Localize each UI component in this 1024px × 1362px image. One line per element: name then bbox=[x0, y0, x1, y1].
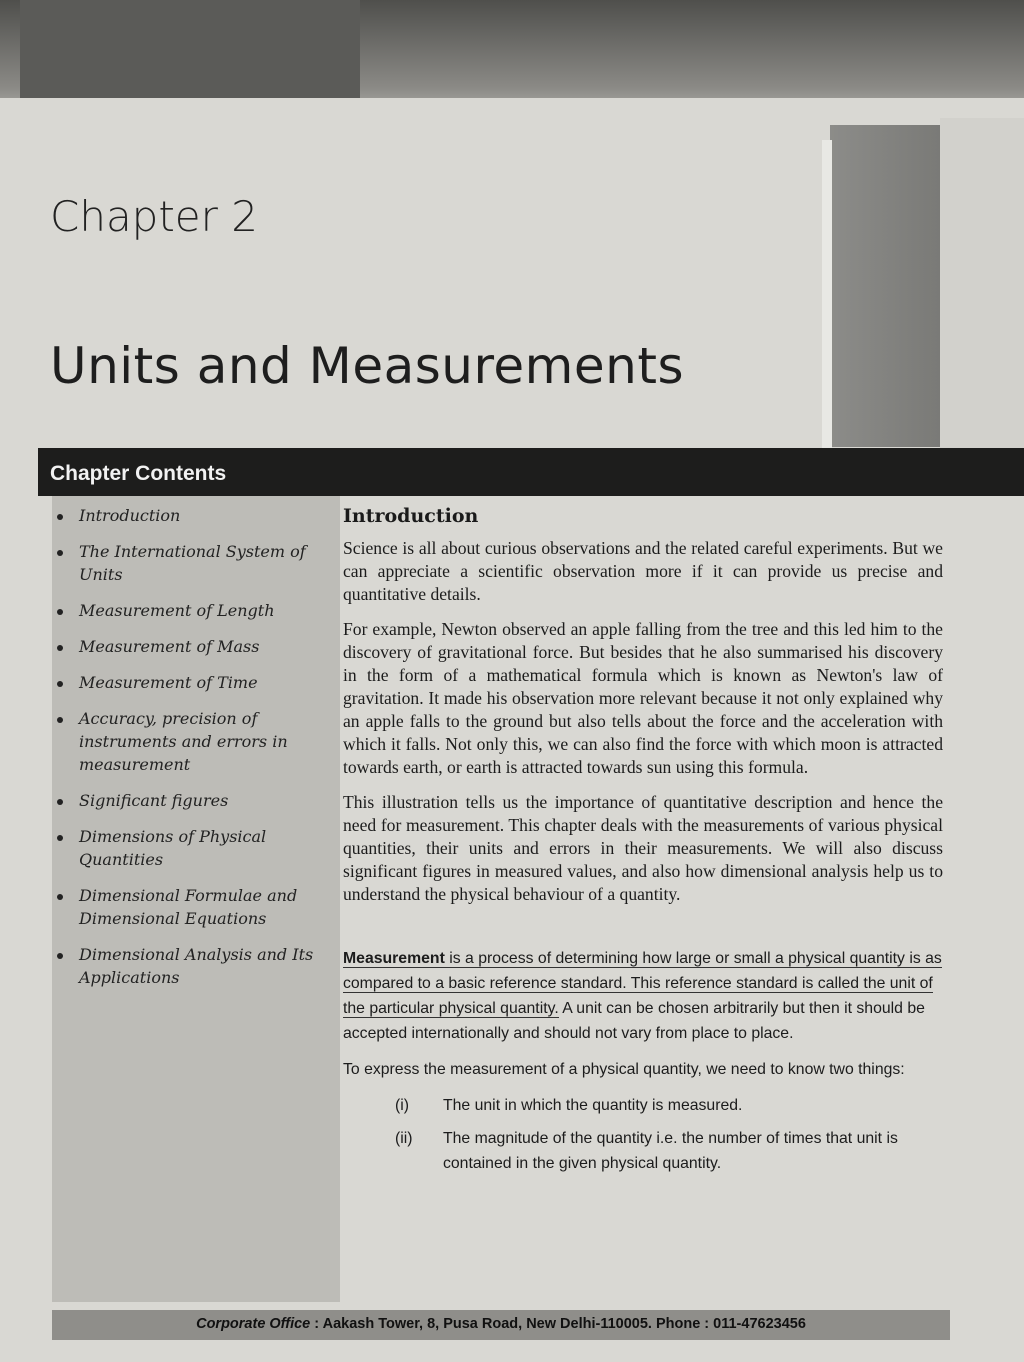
chapter-contents-list bbox=[52, 504, 322, 1002]
contents-item-label: Significant figures bbox=[79, 791, 229, 810]
bullet-icon bbox=[57, 645, 63, 651]
express-paragraph: To express the measurement of a physical quantity, we need to know two things: bbox=[343, 1061, 905, 1078]
contents-item bbox=[52, 707, 322, 776]
definition-text: is a process of determining how large or small a physical quantity is as compared to a basic reference standard. bbox=[343, 950, 942, 992]
contents-item-label: Dimensional Formulae and Dimensional Equations bbox=[79, 886, 298, 928]
page-edge-strip bbox=[940, 118, 1024, 448]
chapter-tab-decoration bbox=[830, 125, 940, 447]
contents-item-label: Measurement of Length bbox=[79, 601, 275, 620]
footer-address: : Aakash Tower, 8, Pusa Road, New Delhi-110005. Phone : 011-47623456 bbox=[314, 1316, 806, 1332]
contents-item bbox=[52, 635, 322, 658]
footer-text bbox=[52, 1316, 950, 1332]
contents-item-label: Dimensions of Physical Quantities bbox=[79, 827, 267, 869]
introduction-heading: Introduction bbox=[343, 505, 479, 527]
bullet-icon bbox=[57, 894, 63, 900]
background-previous-page bbox=[20, 0, 360, 100]
chapter-label: Chapter 2 bbox=[50, 192, 258, 241]
contents-item bbox=[52, 884, 322, 930]
bullet-icon bbox=[57, 953, 63, 959]
item-text: The unit in which the quantity is measured. bbox=[443, 1097, 743, 1114]
contents-item bbox=[52, 671, 322, 694]
main-content bbox=[343, 505, 943, 1184]
intro-paragraph: Science is all about curious observations and the related careful experiments. But we can appreciate a scientific observation more if it can provide us precise and quantitative details. bbox=[343, 538, 943, 604]
chapter-title: Units and Measurements bbox=[50, 337, 684, 395]
bullet-icon bbox=[57, 681, 63, 687]
definition-text: A unit can be chosen arbitrarily but then it should be accepted internationally and should not vary from place to place. bbox=[343, 1000, 925, 1042]
item-number: (i) bbox=[395, 1097, 410, 1114]
bullet-icon bbox=[57, 514, 63, 520]
footer-lead: Corporate Office bbox=[196, 1316, 311, 1332]
contents-item-label: Introduction bbox=[79, 506, 181, 525]
bullet-icon bbox=[57, 550, 63, 556]
contents-item-label: Dimensional Analysis and Its Applications bbox=[79, 945, 314, 987]
chapter-contents-heading: Chapter Contents bbox=[50, 462, 227, 485]
contents-item bbox=[52, 599, 322, 622]
contents-item-label: Accuracy, precision of instruments and errors in measurement bbox=[79, 709, 288, 774]
contents-item bbox=[52, 943, 322, 989]
item-number: (ii) bbox=[395, 1130, 413, 1147]
bullet-icon bbox=[57, 835, 63, 841]
contents-item bbox=[52, 789, 322, 812]
requirements-list bbox=[343, 1093, 943, 1176]
bullet-icon bbox=[57, 799, 63, 805]
contents-item bbox=[52, 540, 322, 586]
bullet-icon bbox=[57, 717, 63, 723]
intro-paragraph: For example, Newton observed an apple falling from the tree and this led him to the discovery of gravitational force. But besides that he also summarised his discovery in the form of a mathematical formula which is known as Newton's law of gravitation. It made his observation more relevant because it not only explained why an apple falls to the ground but also tells about the force and the acceleration with which it falls. Not only this, we can also find the force with which moon is attracted towards earth, or earth is attracted towards sun using this formula. bbox=[343, 619, 943, 777]
contents-item bbox=[52, 825, 322, 871]
requirement-item bbox=[343, 1126, 943, 1176]
contents-item-label: Measurement of Mass bbox=[79, 637, 260, 656]
intro-paragraph: This illustration tells us the importance of quantitative description and hence the need for measurement. This chapter deals with the measurements of various physical quantities, their units and errors in their measurements. We will also discuss significant figures in measured values, and also how dimensional analysis help us to understand the physical behaviour of a quantity. bbox=[343, 792, 943, 904]
item-text: The magnitude of the quantity i.e. the number of times that unit is contained in the given physical quantity. bbox=[443, 1130, 898, 1172]
definition-text: This reference standard is called the unit of the particular physical quantity. bbox=[343, 975, 933, 1017]
contents-item bbox=[52, 504, 322, 527]
definition-term: Measurement bbox=[343, 950, 445, 967]
bullet-icon bbox=[57, 609, 63, 615]
chapter-tab-divider bbox=[822, 140, 832, 450]
contents-item-label: The International System of Units bbox=[79, 542, 306, 584]
contents-item-label: Measurement of Time bbox=[79, 673, 258, 692]
requirement-item bbox=[343, 1093, 943, 1118]
measurement-definition bbox=[343, 946, 943, 1046]
